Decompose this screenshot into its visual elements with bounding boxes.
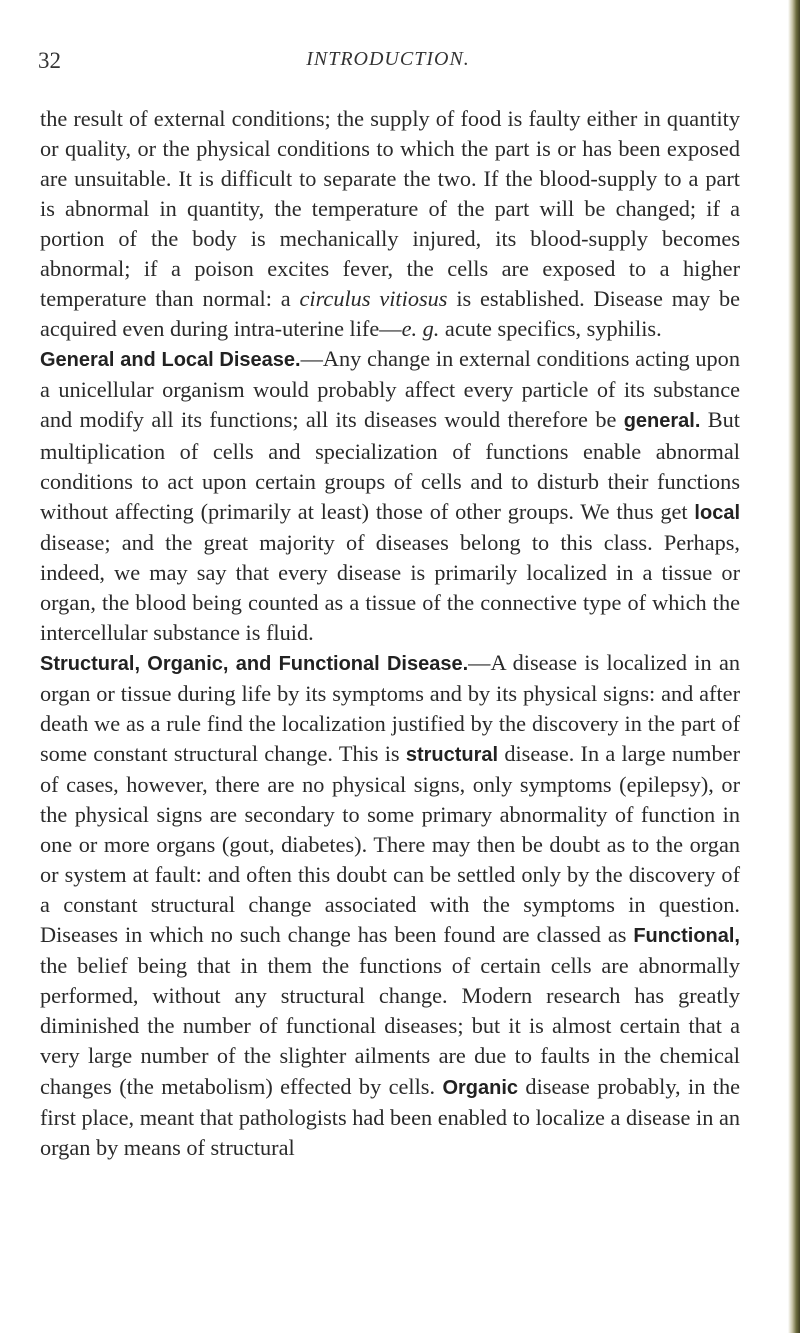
text-run: disease; and the great majority of diseases belong to this class. Perhaps, indeed, we may say that every disease is primarily localized in a tissue or organ, the blood being counted as a tissue of the connective type of which the intercellular substance is fluid. — [40, 529, 740, 645]
text-run: disease. In a large number of cases, however, there are no physical signs, only symptoms (epilepsy), or the physical signs are secondary to some primary abnormality of function in one or more organs (gout, diabetes). There may then be doubt as to the organ or system at fault: and often this doubt can be settled only by the discovery of a constant structural change associated with the symptoms in question. Diseases in which no such change has been found are classed as — [40, 740, 740, 948]
section-heading: Structural, Organic, and Functional Disease. — [40, 652, 469, 675]
paragraph — [40, 648, 740, 1163]
paragraph — [40, 104, 740, 344]
text-run: the result of external conditions; the supply of food is faulty either in quantity or quality, or the physical conditions to which the part is or has been exposed are unsuitable. It is difficult to separate the two. If the blood-supply to a part is abnormal in quantity, the temperature of the part will be changed; if a portion of the body is mechanically injured, its blood-supply becomes abnormal; if a poison excites fever, the cells are exposed to a higher temperature than normal: a — [40, 106, 740, 312]
body-text — [40, 104, 740, 1163]
text-run: acute specifics, syphilis. — [439, 316, 662, 342]
text-run: —A disease is localized in an organ or tissue during life by its symptoms and by its physical signs: and after death we as a rule find the localization justified by the discovery in the part of some constant structural change. This is — [40, 649, 740, 766]
italic-phrase: circulus vitiosus — [299, 286, 448, 312]
text-run: is established. Disease may be acquired even during intra-uterine life— — [40, 286, 740, 342]
text-run: —Any change in external conditions acting upon a unicellular organism would probably affect every particle of its substance and modify all its functions; all its diseases would therefore be — [40, 346, 740, 433]
bold-term: general. — [623, 410, 701, 433]
bold-term: local — [694, 501, 740, 524]
bold-term: structural — [405, 743, 499, 766]
text-run: But multiplication of cells and specialization of functions enable abnormal conditions to act upon certain groups of cells and to disturb their functions without affecting (primarily at least) those of other groups. We thus get — [40, 407, 740, 524]
section-heading: General and Local Disease. — [40, 349, 301, 372]
italic-phrase: e. g. — [401, 316, 440, 342]
text-run: the belief being that in them the functions of certain cells are abnormally performed, without any structural change. Modern research has greatly diminished the number of functional diseases; but it is almost certain that a very large number of the slighter ailments are due to faults in the chemical changes (the metabolism) effected by cells. — [40, 953, 740, 1099]
paragraph — [40, 344, 740, 647]
page-edge-shadow — [788, 0, 800, 1333]
text-run: disease probably, in the first place, meant that pathologists had been enabled to localize a disease in an organ by means of structural — [40, 1073, 740, 1160]
bold-term: Functional, — [633, 925, 740, 948]
page-number: 32 — [38, 48, 61, 73]
running-head — [38, 48, 738, 78]
bold-term: Organic — [442, 1076, 519, 1099]
running-title: INTRODUCTION. — [306, 48, 470, 70]
